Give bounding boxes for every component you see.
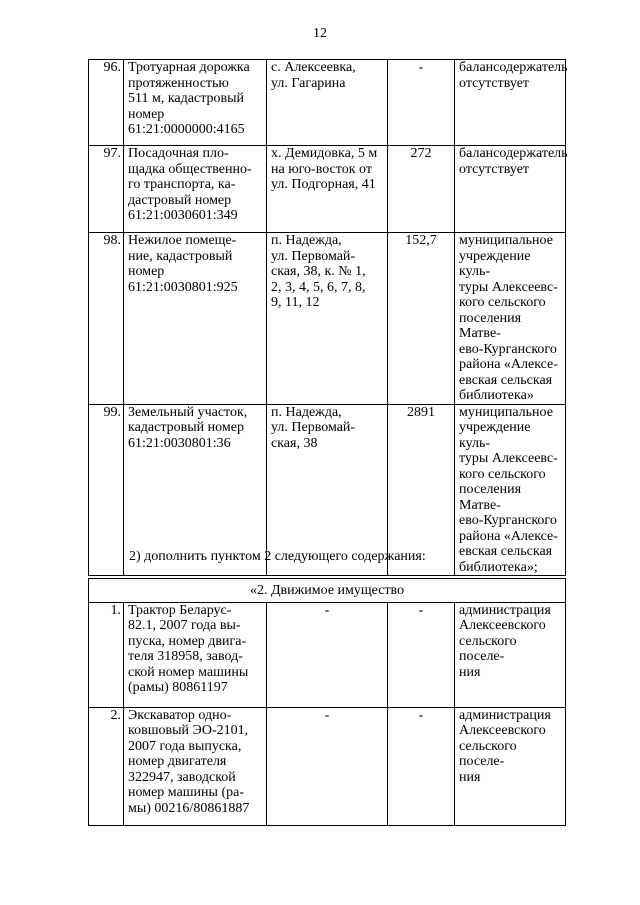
property-holder: администрация Алексеевского сельского поселе- ния	[459, 602, 551, 680]
page-number: 12	[313, 26, 327, 41]
property-holder: муниципальное учреждение куль- туры Алексеевс- кого сельского поселения Матве- ево-Курганского района «Алексе- евская сельская библиотека»;	[459, 404, 558, 575]
table-row	[89, 707, 566, 825]
property-area: 152,7	[405, 233, 437, 248]
amendment-paragraph: 2) дополнить пунктом 2 следующего содержания:	[129, 549, 426, 564]
property-area: 272	[410, 146, 432, 161]
property-table-movable	[88, 578, 566, 826]
property-area: 2891	[407, 404, 435, 420]
property-address: с. Алексеевка, ул. Гагарина	[271, 60, 356, 91]
property-holder: администрация Алексеевского сельского поселе- ния	[459, 707, 551, 785]
property-address: х. Демидовка, 5 м на юго-восток от ул. Подгорная, 41	[271, 146, 378, 192]
property-address: -	[324, 602, 330, 618]
row-number: 97.	[89, 146, 124, 233]
property-area: -	[418, 60, 424, 75]
property-name: Трактор Беларус- 82.1, 2007 года вы- пуска, номер двига- теля 318958, завод- ской номер машины (рамы) 80861197	[128, 602, 249, 695]
section-caption: «2. Движимое имущество	[89, 579, 566, 603]
table-row	[89, 60, 566, 146]
property-area: -	[418, 707, 424, 723]
property-holder: балансодержатель отсутствует	[459, 60, 568, 91]
row-number: 96.	[89, 60, 124, 146]
property-area: -	[418, 602, 424, 618]
property-name: Нежилое помеще- ние, кадастровый номер 61:21:0030801:925	[128, 233, 238, 295]
property-name: Посадочная пло- щадка общественно- го транспорта, ка- дастровый номер 61:21:0030601:349	[128, 146, 252, 223]
table-row	[89, 146, 566, 233]
table-caption-row	[89, 579, 566, 603]
row-number: 98.	[89, 233, 124, 405]
property-table-immovable	[88, 59, 566, 576]
property-name: Тротуарная дорожка протяженностью 511 м, кадастровый номер 61:21:0000000:4165	[128, 60, 250, 137]
property-holder: муниципальное учреждение куль- туры Алексеевс- кого сельского поселения Матве- ево-Курганского района «Алексе- евская сельская библиотека»	[459, 233, 558, 403]
table-row	[89, 602, 566, 707]
property-address: п. Надежда, ул. Первомай- ская, 38	[271, 404, 356, 451]
property-address: п. Надежда, ул. Первомай- ская, 38, к. № 1, 2, 3, 4, 5, 6, 7, 8, 9, 11, 12	[271, 233, 366, 310]
row-number: 2.	[89, 707, 124, 825]
property-address: -	[324, 707, 330, 723]
row-number: 99.	[89, 404, 124, 576]
property-name: Экскаватор одно- ковшовый ЭО-2101, 2007 года выпуска, номер двигателя 322947, заводской номер машины (ра- мы) 00216/80861887	[128, 707, 250, 816]
row-number: 1.	[89, 602, 124, 707]
table-row	[89, 233, 566, 405]
property-name: Земельный участок, кадастровый номер 61:21:0030801:36	[128, 404, 248, 451]
property-holder: балансодержатель отсутствует	[459, 146, 568, 177]
